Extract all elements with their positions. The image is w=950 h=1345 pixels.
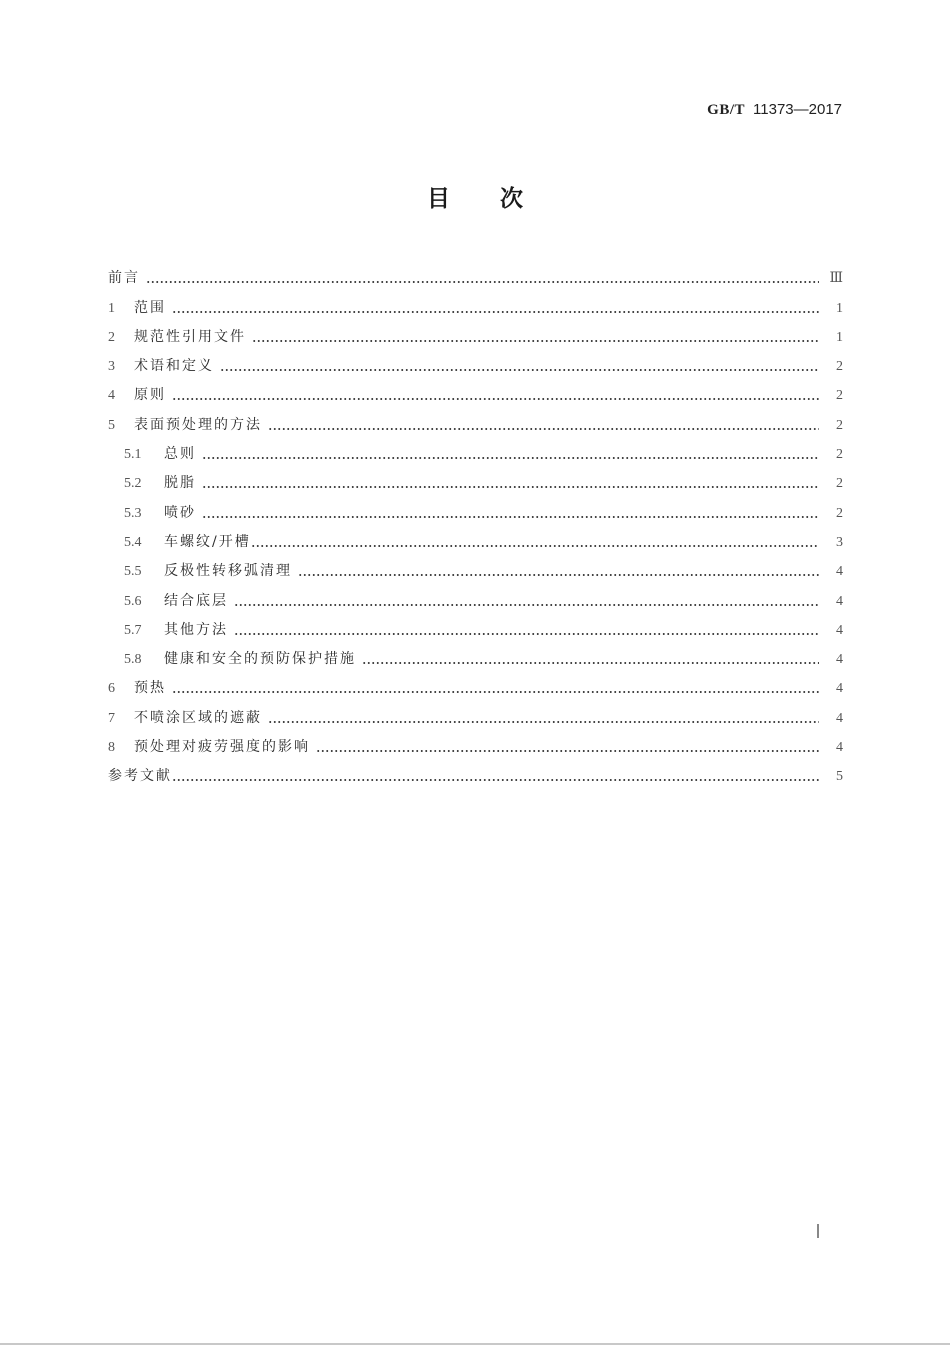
toc-entry-number: 6 [108,681,115,697]
toc-entry-label: 预热 [134,680,166,697]
toc-entry-1[interactable] [108,287,843,316]
dot-leader [268,712,819,724]
toc-entry-page: 1 [836,329,843,345]
toc-entry-page: 5 [836,769,843,785]
standard-header [707,100,842,119]
dot-leader [268,419,819,431]
toc-entry-label: 不喷涂区域的遮蔽 [134,709,262,726]
toc-entry-page: 4 [836,622,843,638]
toc-entry-number: 5.7 [124,622,142,638]
dot-leader [172,682,819,694]
toc-entry-label: 反极性转移弧清理 [164,563,292,580]
toc-entry-page: 3 [836,534,843,550]
toc-entry-number: 4 [108,388,115,404]
page-title [0,180,950,213]
toc-entry-page: 4 [836,681,843,697]
toc-entry-page: 2 [836,447,843,463]
toc-entry-5-1[interactable] [108,434,843,463]
toc-entry-number: 5 [108,417,115,433]
dot-leader [172,770,819,782]
toc-entry-8[interactable] [108,727,843,756]
toc-entry-bibliography[interactable] [108,756,843,785]
toc-entry-number: 5.1 [124,447,142,463]
dot-leader [172,302,819,314]
dot-leader [234,624,819,636]
dot-leader [202,448,819,460]
standard-code: GB/T [707,102,746,118]
toc-entry-label: 其他方法 [164,621,228,638]
page-number-folio [817,1224,819,1238]
toc-entry-number: 5.5 [124,564,142,580]
toc-entry-label: 表面预处理的方法 [134,416,262,433]
toc-entry-label: 总则 [164,446,196,463]
toc-entry-5-3[interactable] [108,492,843,521]
dot-leader [298,565,819,577]
table-of-contents [108,258,843,785]
dot-leader [362,653,819,665]
toc-entry-label: 脱脂 [164,475,196,492]
dot-leader [172,389,819,401]
toc-entry-5-8[interactable] [108,639,843,668]
toc-entry-number: 5.2 [124,476,142,492]
dot-leader [252,331,819,343]
toc-entry-5-2[interactable] [108,463,843,492]
toc-entry-5[interactable] [108,404,843,433]
toc-entry-number: 8 [108,740,115,756]
dot-leader [202,477,819,489]
toc-entry-label: 结合底层 [164,592,228,609]
toc-entry-page: 4 [836,740,843,756]
toc-entry-2[interactable] [108,317,843,346]
title-char-2: 次 [500,186,523,212]
toc-entry-number: 5.6 [124,593,142,609]
toc-entry-6[interactable] [108,668,843,697]
toc-entry-label: 预处理对疲劳强度的影响 [134,739,310,756]
toc-entry-5-7[interactable] [108,610,843,639]
toc-entry-number: 5.4 [124,534,142,550]
dot-leader [202,507,819,519]
toc-entry-label: 范围 [134,299,166,316]
toc-entry-label: 车螺纹/开槽 [164,533,251,550]
toc-entry-number: 2 [108,329,115,345]
toc-entry-label: 前言 [108,270,140,287]
toc-entry-page: 2 [836,417,843,433]
toc-entry-number: 5.3 [124,505,142,521]
dot-leader [316,741,819,753]
toc-entry-7[interactable] [108,697,843,726]
toc-entry-label: 规范性引用文件 [134,328,246,345]
standard-number: 11373—2017 [753,101,842,118]
toc-entry-page: 4 [836,652,843,668]
dot-leader [234,595,819,607]
toc-entry-label: 原则 [134,387,166,404]
toc-entry-label: 喷砂 [164,504,196,521]
toc-entry-page: 4 [836,564,843,580]
toc-entry-number: 1 [108,300,115,316]
toc-entry-number: 7 [108,710,115,726]
toc-entry-5-5[interactable] [108,551,843,580]
toc-entry-label: 参考文献 [108,768,172,785]
dot-leader [220,360,819,372]
toc-entry-label: 术语和定义 [134,358,214,375]
toc-entry-3[interactable] [108,346,843,375]
dot-leader [146,272,819,284]
toc-entry-number: 5.8 [124,652,142,668]
toc-entry-label: 健康和安全的预防保护措施 [164,651,356,668]
toc-entry-page: 2 [836,359,843,375]
title-char-1: 目 [427,186,450,212]
toc-entry-page: 4 [836,593,843,609]
toc-entry-page: 2 [836,476,843,492]
toc-entry-page: 4 [836,710,843,726]
toc-entry-page: 2 [836,388,843,404]
toc-entry-number: 3 [108,359,115,375]
dot-leader [251,536,819,548]
toc-entry-5-4[interactable] [108,522,843,551]
toc-entry-page: 1 [836,300,843,316]
toc-entry-page: Ⅲ [829,271,843,287]
toc-entry-5-6[interactable] [108,580,843,609]
toc-entry-4[interactable] [108,375,843,404]
toc-entry-page: 2 [836,505,843,521]
toc-entry-foreword[interactable] [108,258,843,287]
